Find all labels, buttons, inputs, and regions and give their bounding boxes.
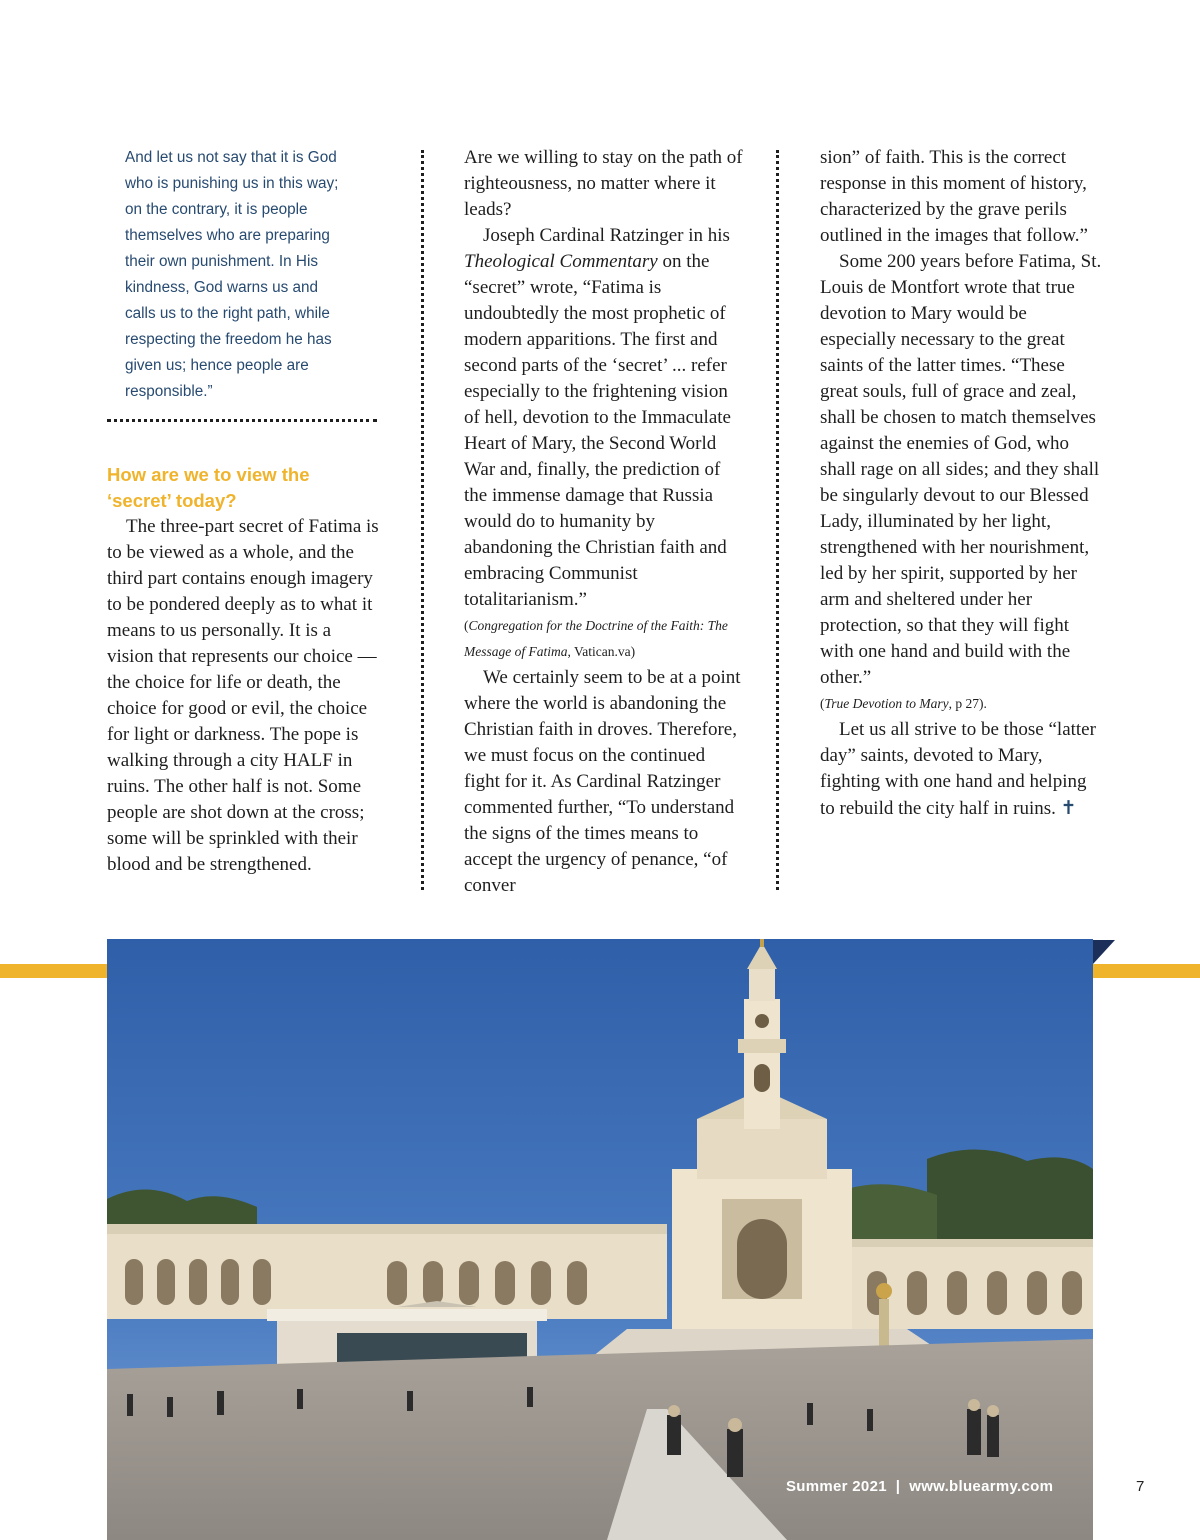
citation-title: Congregation for the Doctrine of the Faith: The Message of Fatima	[464, 618, 728, 659]
page-number: 7	[1136, 1478, 1145, 1495]
accent-band-right	[1093, 964, 1200, 978]
section-heading-line: How are we to view the	[107, 464, 310, 485]
body-paragraph	[820, 717, 1102, 822]
pull-quote-line: who is punishing us in this way;	[125, 175, 339, 192]
book-title: Theological Commentary	[464, 251, 658, 272]
text-run: (	[464, 618, 469, 633]
citation	[820, 691, 1102, 717]
body-paragraph: We certainly seem to be at a point where the world is abandoning the Christian faith in droves. Therefore, we must focus on the continued fight for it. As Cardinal Ratzinger commented further, “To understand the signs of the times means to accept the urgency of penance, “of conver	[464, 667, 741, 896]
text-run: Let us all strive to be those “latter day” saints, devoted to Mary, fighting with one hand and helping to rebuild the city half in ruins.	[820, 719, 1096, 819]
pull-quote-line: given us; hence people are	[125, 357, 309, 374]
pull-quote-line: respecting the freedom he has	[125, 331, 332, 348]
pull-quote	[107, 145, 382, 405]
column-divider	[421, 150, 424, 890]
column-2	[464, 145, 744, 899]
pull-quote-line: themselves who are preparing	[125, 227, 330, 244]
text-run: on the “secret” wrote, “Fatima is undoubtedly the most prophetic of modern apparitions. The first and second parts of the ‘secret’ ... refer especially to the frightening vision of hell, devotion to the Immaculate Heart of Mary, the Second World War and, finally, the prediction of the immense damage that Russia would do to humanity by abandoning the Christian faith and embracing Communist totalitarianism.”	[464, 251, 731, 610]
cross-end-mark-icon: ✝	[1060, 797, 1077, 819]
citation	[464, 613, 744, 665]
pull-quote-line: on the contrary, it is people	[125, 201, 308, 218]
section-heading-line: ‘secret’ today?	[107, 490, 237, 511]
sanctuary-photo	[107, 939, 1093, 1540]
body-paragraph: sion” of faith. This is the correct response in this moment of history, characterized by the grave perils outlined in the images that follow.”	[820, 147, 1088, 246]
corner-triangle	[1093, 940, 1115, 964]
pull-quote-line: And let us not say that it is God	[125, 149, 337, 166]
footer-issue-and-website: Summer 2021 | www.bluearmy.com	[786, 1478, 1054, 1495]
sanctuary-illustration	[107, 939, 1093, 1540]
body-paragraph: The three-part secret of Fatima is to be viewed as a whole, and the third part contains enough imagery to be pondered deeply as to what it means to us personally. It is a vision that represents our choice — the choice for life or death, the choice for good or evil, the choice for light or darkness. The pope is walking through a city HALF in ruins. The other half is not. Some people are shot down at the cross; some will be sprinkled with their blood and be strengthened.	[107, 516, 379, 875]
text-run: , Vatican.va)	[567, 644, 636, 659]
column-3	[820, 145, 1102, 822]
text-run: (	[820, 696, 825, 711]
column-divider	[776, 150, 779, 890]
pull-quote-line: calls us to the right path, while	[125, 305, 330, 322]
column-1	[107, 145, 382, 878]
body-paragraph: Are we willing to stay on the path of righteousness, no matter where it leads?	[464, 147, 743, 220]
citation-title: True Devotion to Mary	[824, 696, 949, 711]
pull-quote-line: their own punishment. In His	[125, 253, 319, 270]
pull-quote-divider	[107, 419, 377, 422]
text-run: Joseph Cardinal Ratzinger in his	[483, 225, 730, 246]
pull-quote-line: responsible.”	[125, 383, 213, 400]
pull-quote-line: kindness, God warns us and	[125, 279, 319, 296]
section-heading	[107, 462, 382, 514]
body-paragraph: Some 200 years before Fatima, St. Louis de Montfort wrote that true devotion to Mary would be especially necessary to the great saints of the latter times. “These great souls, full of grace and zeal, shall be chosen to match themselves against the enemies of God, who shall rage on all sides; and they shall be singularly devout to our Blessed Lady, illuminated by her light, strengthened with her nourishment, led by her spirit, supported by her arm and sheltered under her protection, so that they will fight with one hand and build with the other.”	[820, 251, 1102, 688]
body-paragraph	[464, 223, 744, 613]
text-run: , p 27).	[948, 696, 987, 711]
accent-band-left	[0, 964, 107, 978]
